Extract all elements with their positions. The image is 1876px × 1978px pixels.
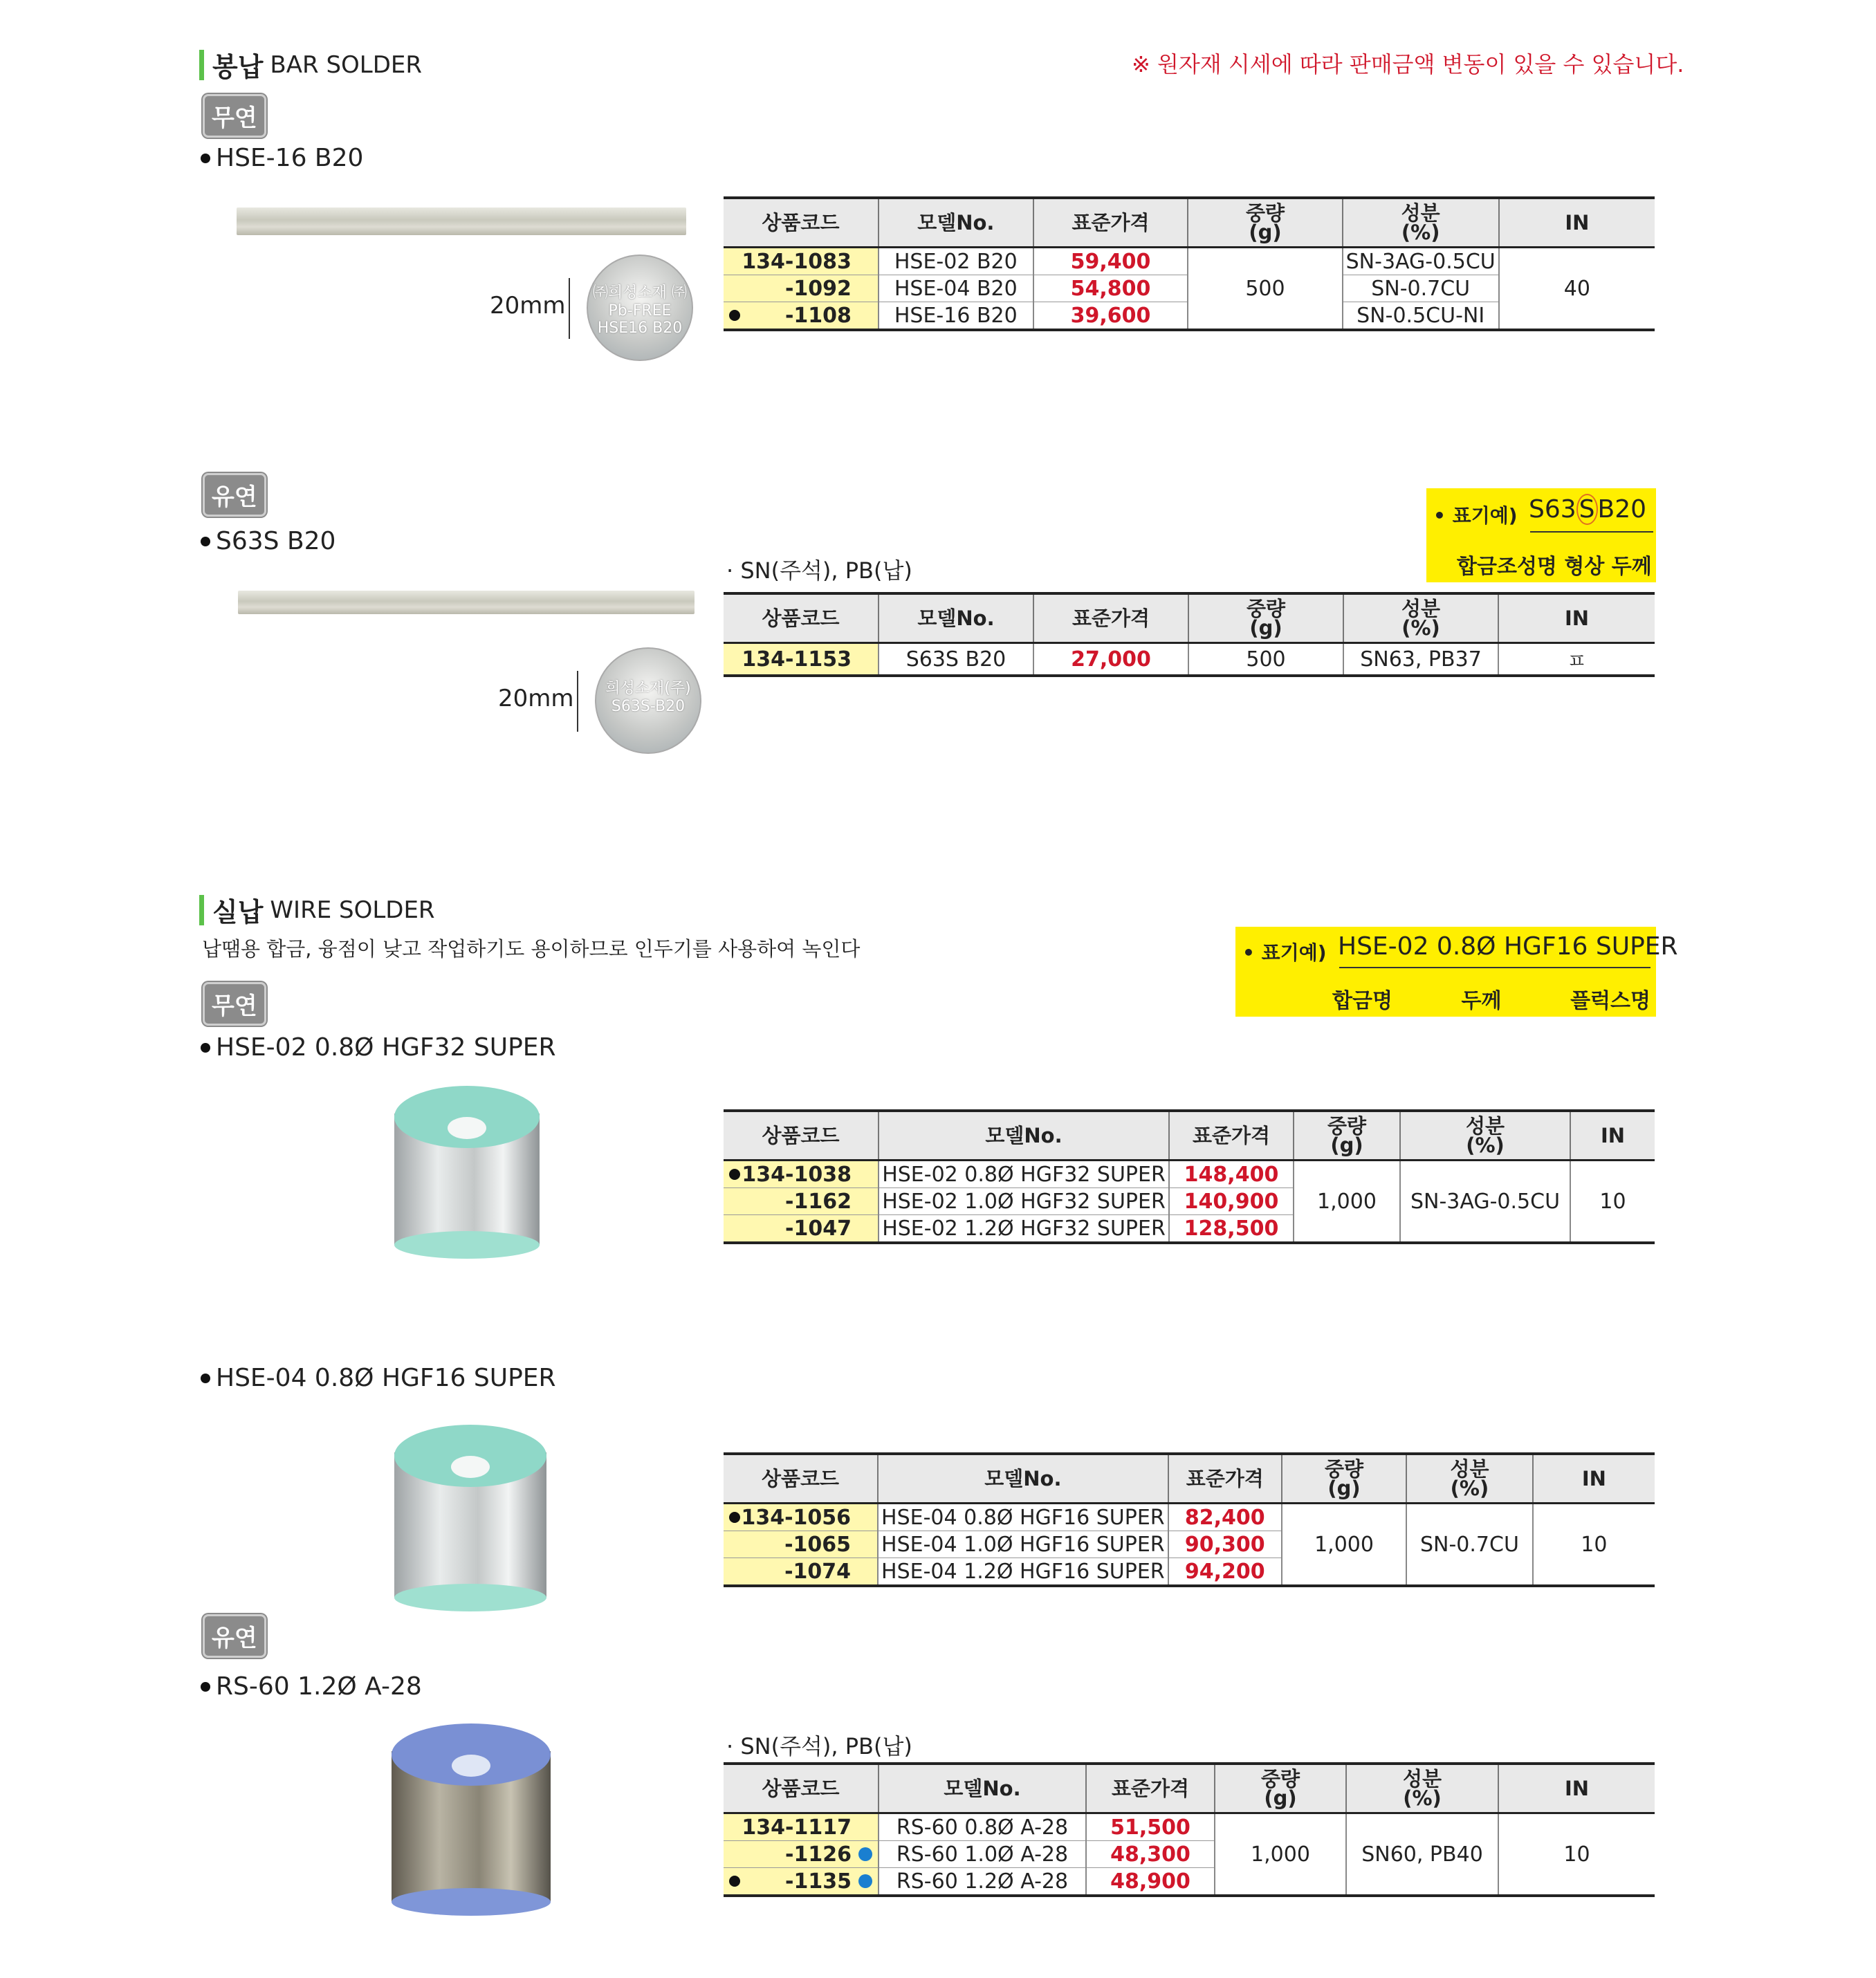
example-code-part: B20 bbox=[1597, 495, 1647, 524]
dimension-label: 20mm bbox=[490, 292, 566, 320]
wire3-table bbox=[724, 1762, 1655, 1897]
product-name: HSE-16 B20 bbox=[216, 144, 364, 172]
col-comp bbox=[1346, 1764, 1498, 1813]
material-note: · SN(주석), PB(납) bbox=[726, 1733, 912, 1759]
section-accent-bar bbox=[199, 50, 204, 80]
col-weight-label: 중량 bbox=[1327, 1114, 1367, 1138]
col-comp bbox=[1343, 593, 1498, 643]
weight: 500 bbox=[1188, 248, 1342, 331]
leaded-tag: 유연 bbox=[203, 1614, 266, 1658]
model-no: HSE-16 B20 bbox=[879, 302, 1033, 331]
example-part: 합금명 bbox=[1332, 989, 1392, 1013]
product-heading bbox=[201, 1672, 422, 1701]
composition: SN-0.7CU bbox=[1343, 275, 1499, 302]
spool-flange bbox=[392, 1888, 551, 1916]
col-in: IN bbox=[1498, 1764, 1655, 1813]
product-code-text: 134-1038 bbox=[742, 1162, 852, 1187]
composition: SN60, PB40 bbox=[1346, 1813, 1498, 1896]
example-bracket-line bbox=[1339, 967, 1650, 968]
product-code: -1074 bbox=[724, 1558, 878, 1587]
bullet-icon bbox=[201, 1043, 210, 1053]
price: 148,400 bbox=[1169, 1161, 1294, 1188]
product-code-text: -1135 bbox=[785, 1869, 852, 1894]
composition: SN-3AG-0.5CU bbox=[1343, 248, 1499, 275]
col-comp-label: 성분 bbox=[1401, 201, 1440, 225]
bullet-icon bbox=[201, 1374, 210, 1383]
col-weight-label: 중량 bbox=[1260, 1767, 1300, 1791]
example-code-part: S bbox=[1576, 494, 1598, 525]
marking-example-box bbox=[1426, 488, 1656, 582]
composition: SN63, PB37 bbox=[1343, 643, 1498, 676]
price: 27,000 bbox=[1033, 643, 1188, 676]
wire-spool-image bbox=[392, 1723, 551, 1916]
model-no: S63S B20 bbox=[879, 643, 1033, 676]
bar-solder-section-title bbox=[199, 46, 422, 84]
example-code: HSE-02 0.8Ø HGF16 SUPER bbox=[1338, 932, 1678, 961]
product-code-text: 134-1056 bbox=[741, 1505, 852, 1530]
weight: 500 bbox=[1188, 643, 1343, 676]
example-part: 두께 bbox=[1461, 989, 1502, 1013]
col-comp-unit: (%) bbox=[1466, 1134, 1505, 1157]
col-comp-label: 성분 bbox=[1401, 597, 1441, 620]
bar-solder-image bbox=[237, 207, 686, 235]
col-weight-unit: (g) bbox=[1327, 1477, 1361, 1500]
model-no: RS-60 1.0Ø A-28 bbox=[879, 1841, 1086, 1868]
table-row bbox=[724, 643, 1655, 676]
example-label: • 표기예) bbox=[1433, 504, 1518, 527]
price: 128,500 bbox=[1169, 1215, 1294, 1244]
price: 48,300 bbox=[1086, 1841, 1215, 1868]
wire-description: 납땜용 합금, 융점이 낮고 작업하기도 용이하므로 인두기를 사용하여 녹인다 bbox=[202, 937, 861, 961]
weight: 1,000 bbox=[1282, 1504, 1406, 1587]
product-code: 134-1153 bbox=[724, 643, 879, 676]
wire2-table bbox=[724, 1452, 1655, 1587]
bar-solder-image bbox=[238, 591, 695, 614]
col-comp-unit: (%) bbox=[1450, 1477, 1489, 1500]
col-code: 상품코드 bbox=[724, 1111, 879, 1161]
model-no: RS-60 1.2Ø A-28 bbox=[879, 1868, 1086, 1896]
dimension-label: 20mm bbox=[498, 685, 574, 712]
price-notice: ※ 원자재 시세에 따라 판매금액 변동이 있을 수 있습니다. bbox=[1132, 51, 1684, 77]
product-code: 134-1117 bbox=[724, 1813, 879, 1841]
zoom-text: HSE16 B20 bbox=[597, 320, 683, 337]
bullet-icon bbox=[201, 1682, 210, 1692]
spool-hole bbox=[451, 1456, 490, 1478]
example-label: • 표기예) bbox=[1242, 941, 1327, 964]
col-weight-unit: (g) bbox=[1264, 1786, 1297, 1810]
product-code bbox=[724, 1868, 879, 1896]
col-weight-unit: (g) bbox=[1330, 1134, 1363, 1157]
table-row bbox=[724, 248, 1655, 275]
product-name: HSE-04 0.8Ø HGF16 SUPER bbox=[216, 1364, 556, 1392]
price: 90,300 bbox=[1168, 1531, 1282, 1558]
wire-solder-section-title bbox=[199, 891, 435, 929]
composition: SN-3AG-0.5CU bbox=[1400, 1161, 1570, 1244]
product-heading bbox=[201, 1364, 556, 1392]
model-no: RS-60 0.8Ø A-28 bbox=[879, 1813, 1086, 1841]
zoom-text: 희성소재(주) bbox=[605, 680, 691, 697]
col-code: 상품코드 bbox=[724, 198, 879, 248]
product-heading bbox=[201, 144, 363, 172]
product-code-text: -1108 bbox=[784, 303, 852, 328]
product-code: -1047 bbox=[724, 1215, 879, 1244]
product-heading bbox=[201, 1033, 556, 1062]
col-weight bbox=[1294, 1111, 1400, 1161]
table-header-row bbox=[724, 1764, 1655, 1813]
model-no: HSE-04 1.2Ø HGF16 SUPER bbox=[878, 1558, 1168, 1587]
col-price: 표준가격 bbox=[1033, 198, 1188, 248]
zoom-text: Pb-FREE bbox=[608, 302, 672, 320]
table-header-row bbox=[724, 593, 1655, 643]
col-comp-unit: (%) bbox=[1401, 221, 1440, 244]
product-code bbox=[724, 1504, 878, 1531]
bullet-icon bbox=[201, 154, 210, 163]
col-weight bbox=[1188, 198, 1342, 248]
example-part: 합금조성명 bbox=[1457, 555, 1557, 579]
table-header-row bbox=[724, 1454, 1655, 1504]
col-weight-unit: (g) bbox=[1249, 221, 1282, 244]
product-code: -1065 bbox=[724, 1531, 878, 1558]
in-qty: 40 bbox=[1499, 248, 1655, 331]
example-code bbox=[1529, 495, 1646, 524]
in-qty: 10 bbox=[1533, 1504, 1655, 1587]
composition: SN-0.5CU-NI bbox=[1343, 302, 1499, 331]
model-no: HSE-04 1.0Ø HGF16 SUPER bbox=[878, 1531, 1168, 1558]
dimension-arrow-icon bbox=[569, 278, 570, 339]
col-code: 상품코드 bbox=[724, 593, 879, 643]
wire1-table bbox=[724, 1109, 1655, 1244]
col-in: IN bbox=[1533, 1454, 1655, 1504]
in-qty: ㅍ bbox=[1498, 643, 1655, 676]
table-header-row bbox=[724, 1111, 1655, 1161]
spool-flange bbox=[394, 1584, 546, 1611]
section-title-kr: 실납 bbox=[212, 897, 264, 927]
bar-marking-zoom bbox=[587, 255, 693, 361]
col-price: 표준가격 bbox=[1168, 1454, 1282, 1504]
lead-free-tag: 무연 bbox=[203, 982, 266, 1026]
product-code: 134-1083 bbox=[724, 248, 879, 275]
col-comp bbox=[1400, 1111, 1570, 1161]
new-item-dot-icon bbox=[858, 1847, 872, 1861]
table-row bbox=[724, 1813, 1655, 1841]
stock-bullet-icon bbox=[729, 1876, 740, 1887]
col-weight-label: 중량 bbox=[1246, 597, 1286, 620]
section-title-kr: 봉납 bbox=[212, 52, 264, 82]
spool-flange bbox=[394, 1231, 540, 1259]
section-title-en: WIRE SOLDER bbox=[270, 896, 435, 924]
col-in: IN bbox=[1570, 1111, 1655, 1161]
composition: SN-0.7CU bbox=[1406, 1504, 1533, 1587]
col-model: 모델No. bbox=[879, 1764, 1086, 1813]
price: 54,800 bbox=[1033, 275, 1188, 302]
stock-bullet-icon bbox=[729, 310, 740, 321]
col-weight bbox=[1188, 593, 1343, 643]
table-header-row bbox=[724, 198, 1655, 248]
bar-marking-zoom bbox=[595, 647, 701, 754]
col-model: 모델No. bbox=[879, 593, 1033, 643]
product-name: RS-60 1.2Ø A-28 bbox=[216, 1672, 422, 1701]
table-row bbox=[724, 1161, 1655, 1188]
price: 82,400 bbox=[1168, 1504, 1282, 1531]
in-qty: 10 bbox=[1570, 1161, 1655, 1244]
marking-example-box bbox=[1235, 927, 1678, 1017]
stock-bullet-icon bbox=[729, 1512, 740, 1523]
product-code bbox=[724, 302, 879, 331]
model-no: HSE-04 0.8Ø HGF16 SUPER bbox=[878, 1504, 1168, 1531]
example-bracket-line bbox=[1530, 531, 1653, 533]
lead-free-tag: 무연 bbox=[203, 94, 266, 138]
example-code-part: S63 bbox=[1529, 495, 1576, 524]
col-weight-label: 중량 bbox=[1245, 201, 1285, 225]
price: 140,900 bbox=[1169, 1188, 1294, 1215]
product-name: HSE-02 0.8Ø HGF32 SUPER bbox=[216, 1033, 556, 1062]
col-weight-unit: (g) bbox=[1249, 616, 1282, 640]
col-model: 모델No. bbox=[879, 198, 1033, 248]
model-no: HSE-02 B20 bbox=[879, 248, 1033, 275]
bullet-icon bbox=[201, 537, 210, 546]
col-comp-label: 성분 bbox=[1402, 1767, 1442, 1791]
col-weight bbox=[1282, 1454, 1406, 1504]
stock-bullet-icon bbox=[729, 1169, 740, 1180]
example-parts bbox=[1332, 983, 1650, 1014]
leaded-tag: 유연 bbox=[203, 473, 266, 517]
price: 48,900 bbox=[1086, 1868, 1215, 1896]
section-accent-bar bbox=[199, 895, 204, 925]
product-code-text: -1126 bbox=[785, 1842, 852, 1867]
material-note: · SN(주석), PB(납) bbox=[726, 557, 912, 584]
in-qty: 10 bbox=[1498, 1813, 1655, 1896]
product-code bbox=[724, 1841, 879, 1868]
dimension-arrow-icon bbox=[577, 671, 578, 732]
model-no: HSE-02 1.2Ø HGF32 SUPER bbox=[879, 1215, 1169, 1244]
model-no: HSE-02 1.0Ø HGF32 SUPER bbox=[879, 1188, 1169, 1215]
col-in: IN bbox=[1498, 593, 1655, 643]
price: 39,600 bbox=[1033, 302, 1188, 331]
zoom-text: ㈜희성소재 ㈜ bbox=[592, 284, 687, 302]
model-no: HSE-04 B20 bbox=[879, 275, 1033, 302]
model-no: HSE-02 0.8Ø HGF32 SUPER bbox=[879, 1161, 1169, 1188]
col-model: 모델No. bbox=[878, 1454, 1168, 1504]
col-code: 상품코드 bbox=[724, 1454, 878, 1504]
new-item-dot-icon bbox=[858, 1874, 872, 1888]
weight: 1,000 bbox=[1294, 1161, 1400, 1244]
price: 94,200 bbox=[1168, 1558, 1282, 1587]
col-comp-label: 성분 bbox=[1450, 1457, 1489, 1481]
example-parts bbox=[1457, 549, 1652, 580]
bar1-table bbox=[724, 196, 1655, 331]
product-heading bbox=[201, 527, 335, 555]
product-code bbox=[724, 1161, 879, 1188]
weight: 1,000 bbox=[1215, 1813, 1346, 1896]
wire-spool-image bbox=[394, 1086, 540, 1259]
example-part: 플럭스명 bbox=[1570, 989, 1650, 1013]
col-weight-label: 중량 bbox=[1325, 1457, 1364, 1481]
example-part: 형상 bbox=[1564, 555, 1605, 579]
col-model: 모델No. bbox=[879, 1111, 1169, 1161]
col-price: 표준가격 bbox=[1169, 1111, 1294, 1161]
table-row bbox=[724, 1504, 1655, 1531]
bar2-table bbox=[724, 592, 1655, 677]
zoom-text: S63S-B20 bbox=[611, 698, 686, 715]
price: 51,500 bbox=[1086, 1813, 1215, 1841]
col-code: 상품코드 bbox=[724, 1764, 879, 1813]
col-comp-unit: (%) bbox=[1403, 1786, 1442, 1810]
spool-hole bbox=[448, 1117, 486, 1139]
col-comp-unit: (%) bbox=[1401, 616, 1440, 640]
spool-hole bbox=[452, 1755, 490, 1777]
col-price: 표준가격 bbox=[1086, 1764, 1215, 1813]
col-comp bbox=[1343, 198, 1499, 248]
price: 59,400 bbox=[1033, 248, 1188, 275]
col-price: 표준가격 bbox=[1033, 593, 1188, 643]
wire-spool-image bbox=[394, 1425, 546, 1611]
col-comp-label: 성분 bbox=[1465, 1114, 1505, 1138]
product-name: S63S B20 bbox=[216, 527, 336, 555]
product-code: -1092 bbox=[724, 275, 879, 302]
col-in: IN bbox=[1499, 198, 1655, 248]
product-code: -1162 bbox=[724, 1188, 879, 1215]
example-part: 두께 bbox=[1611, 555, 1652, 579]
section-title-en: BAR SOLDER bbox=[270, 50, 423, 79]
col-weight bbox=[1215, 1764, 1346, 1813]
col-comp bbox=[1406, 1454, 1533, 1504]
